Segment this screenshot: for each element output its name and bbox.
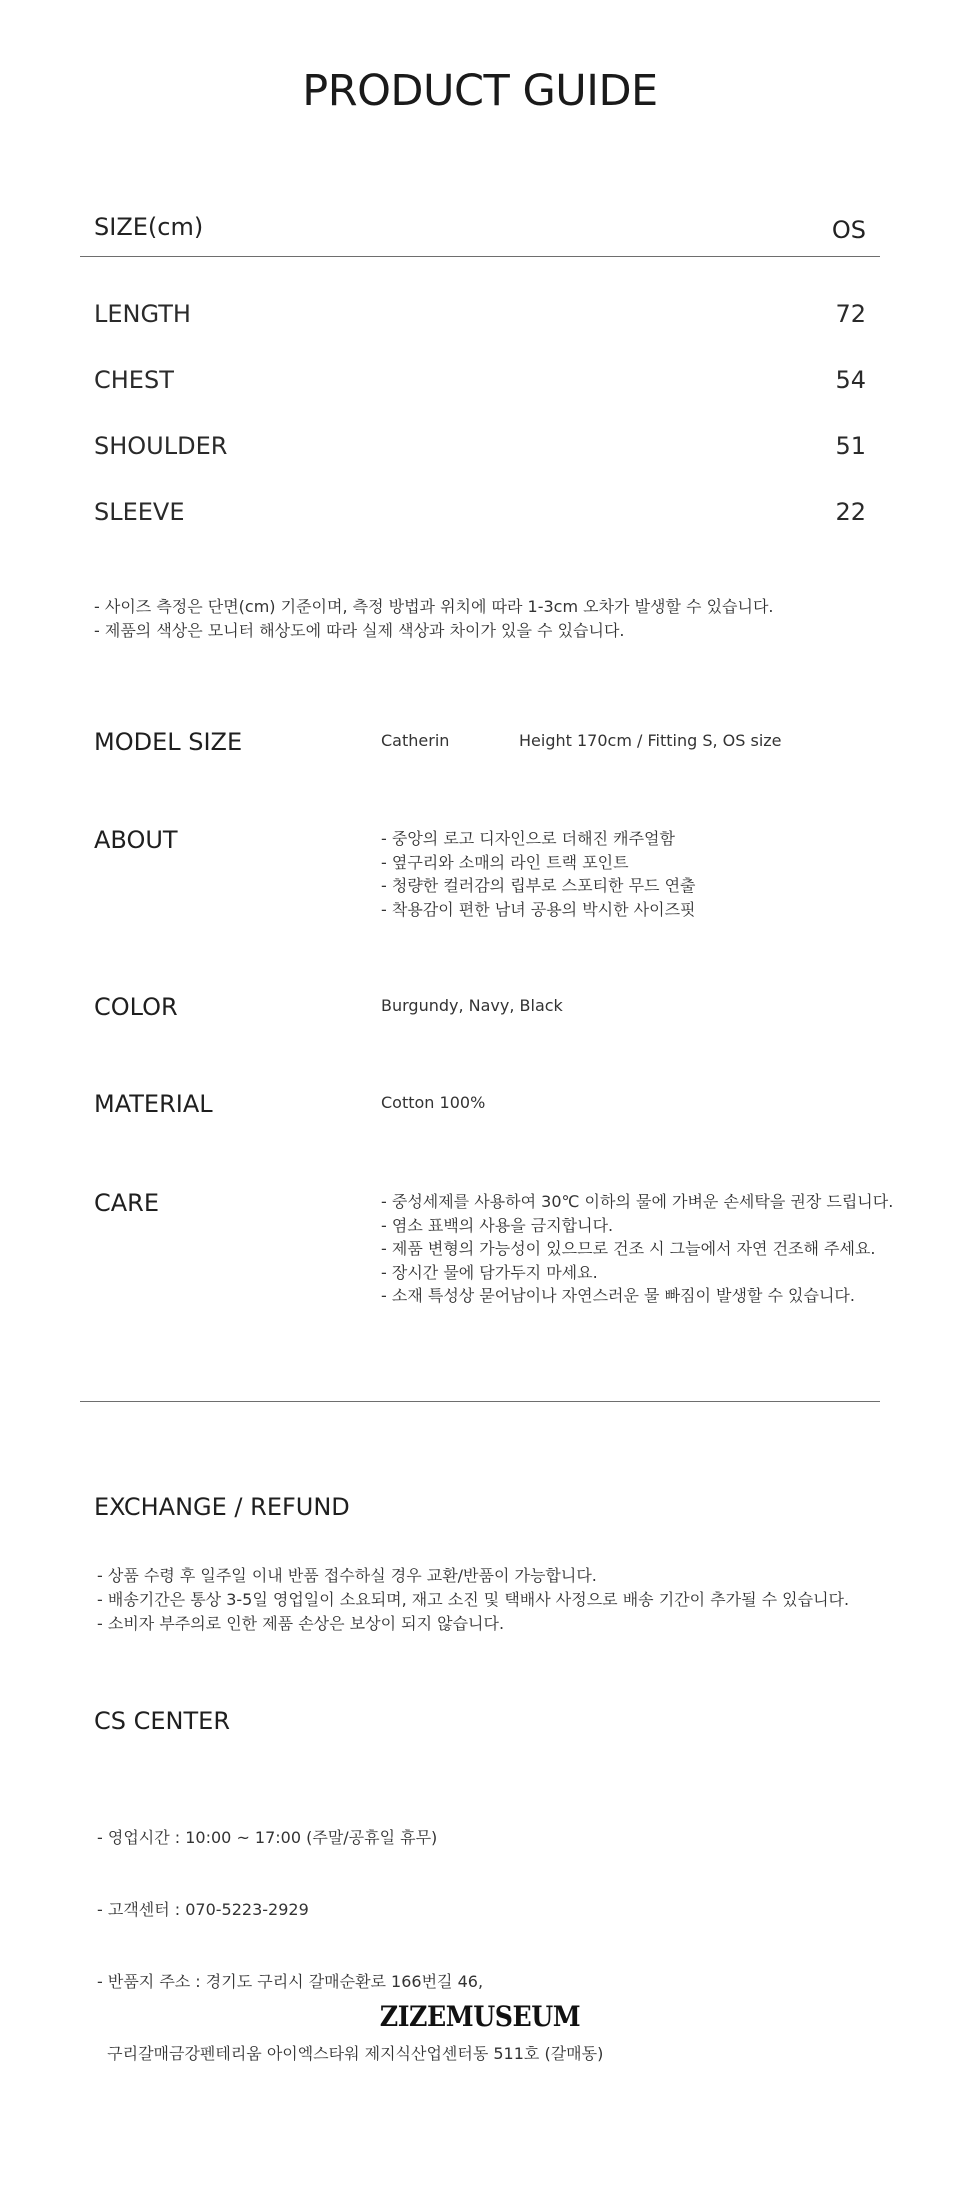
- care-line: - 염소 표백의 사용을 금지합니다.: [381, 1215, 614, 1235]
- size-table-divider: [80, 256, 880, 257]
- size-row-length: [94, 300, 866, 340]
- cs-line: - 반품지 주소 : 경기도 구리시 갈매순환로 166번길 46,: [97, 1972, 484, 1991]
- material-label: MATERIAL: [94, 1090, 213, 1118]
- model-name: Catherin: [381, 731, 450, 750]
- color-value: Burgundy, Navy, Black: [381, 996, 563, 1015]
- model-size-label: MODEL SIZE: [94, 728, 243, 756]
- page-title: PRODUCT GUIDE: [302, 66, 658, 116]
- size-row-name: CHEST: [94, 366, 174, 394]
- size-row-name: SHOULDER: [94, 432, 228, 460]
- cs-line: 구리갈매금강펜테리움 아이엑스타워 제지식산업센터동 511호 (갈매동): [97, 2044, 604, 2063]
- size-note: - 제품의 색상은 모니터 해상도에 따라 실제 색상과 차이가 있을 수 있습니다.: [94, 621, 625, 640]
- cs-center-body: [97, 1778, 603, 2090]
- about-line: - 옆구리와 소매의 라인 트랙 포인트: [381, 852, 629, 872]
- section-divider: [80, 1401, 880, 1402]
- color-label: COLOR: [94, 993, 178, 1021]
- exchange-line: - 상품 수령 후 일주일 이내 반품 접수하실 경우 교환/반품이 가능합니다.: [97, 1566, 597, 1585]
- model-fit: Height 170cm / Fitting S, OS size: [519, 731, 782, 750]
- about-line: - 청량한 컬러감의 립부로 스포티한 무드 연출: [381, 876, 696, 895]
- care-line: - 제품 변형의 가능성이 있으므로 건조 시 그늘에서 자연 건조해 주세요.: [381, 1239, 876, 1258]
- care-label: CARE: [94, 1189, 160, 1217]
- about-line: - 중앙의 로고 디자인으로 더해진 캐주얼함: [381, 829, 675, 848]
- cs-line: - 영업시간 : 10:00 ~ 17:00 (주말/공휴일 휴무): [97, 1828, 438, 1847]
- about-body: [381, 827, 696, 921]
- exchange-refund-title: EXCHANGE / REFUND: [94, 1493, 350, 1521]
- size-note: - 사이즈 측정은 단면(cm) 기준이며, 측정 방법과 위치에 따라 1-3cm 오차가 발생할 수 있습니다.: [94, 597, 774, 616]
- size-row-value: 22: [835, 498, 866, 526]
- cs-center-title: CS CENTER: [94, 1707, 230, 1735]
- size-table-column-os: OS: [831, 216, 866, 244]
- about-label: ABOUT: [94, 826, 178, 854]
- brand-logo: ZIZEMUSEUM: [379, 2000, 581, 2033]
- care-line: - 장시간 물에 담가두지 마세요.: [381, 1262, 598, 1282]
- about-line: - 착용감이 편한 남녀 공용의 박시한 사이즈핏: [381, 899, 696, 919]
- size-row-shoulder: [94, 432, 866, 472]
- care-body: [381, 1190, 893, 1308]
- size-row-sleeve: [94, 498, 866, 538]
- size-row-value: 51: [835, 432, 866, 460]
- size-table-header-label: SIZE(cm): [94, 213, 204, 241]
- cs-line: - 고객센터 : 070-5223-2929: [97, 1900, 309, 1919]
- size-row-name: LENGTH: [94, 300, 191, 328]
- size-notes: [94, 595, 774, 643]
- care-line: - 중성세제를 사용하여 30℃ 이하의 물에 가벼운 손세탁을 권장 드립니다.: [381, 1192, 894, 1211]
- exchange-line: - 배송기간은 통상 3-5일 영업일이 소요되며, 재고 소진 및 택배사 사정으로 배송 기간이 추가될 수 있습니다.: [97, 1590, 850, 1609]
- exchange-refund-body: [97, 1564, 849, 1636]
- care-line: - 소재 특성상 묻어남이나 자연스러운 물 빠짐이 발생할 수 있습니다.: [381, 1286, 855, 1305]
- exchange-line: - 소비자 부주의로 인한 제품 손상은 보상이 되지 않습니다.: [97, 1614, 505, 1633]
- size-row-name: SLEEVE: [94, 498, 185, 526]
- size-row-chest: [94, 366, 866, 406]
- size-row-value: 54: [835, 366, 866, 394]
- material-value: Cotton 100%: [381, 1093, 486, 1112]
- size-row-value: 72: [835, 300, 866, 328]
